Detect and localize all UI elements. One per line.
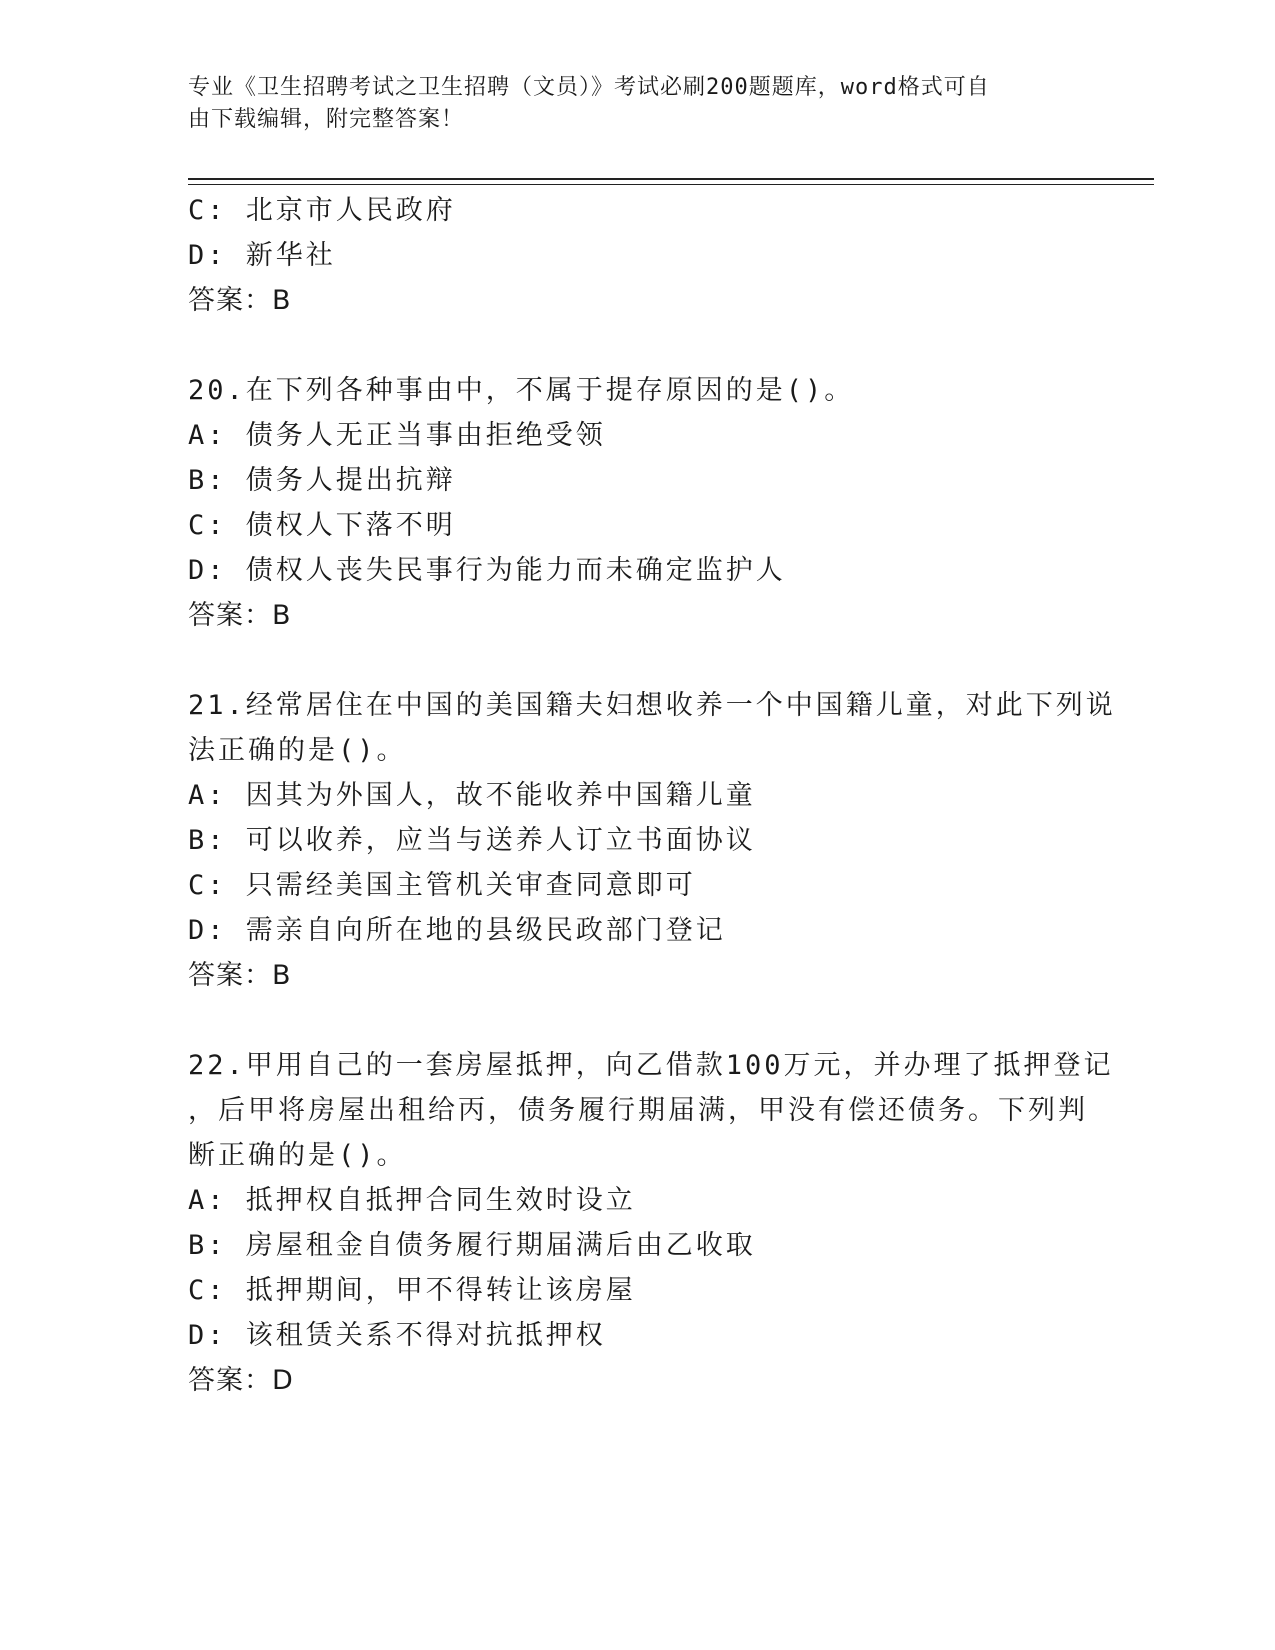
question-stem: 20.在下列各种事由中，不属于提存原因的是()。 (188, 375, 855, 406)
option-a: A: 因其为外国人，故不能收养中国籍儿童 (188, 780, 756, 811)
question-block-21 (188, 683, 1116, 998)
header-divider-thin (188, 184, 1154, 185)
option-a: A: 抵押权自抵押合同生效时设立 (188, 1185, 636, 1216)
option-b: B: 房屋租金自债务履行期届满后由乙收取 (188, 1230, 756, 1261)
option-b: B: 债务人提出抗辩 (188, 465, 456, 496)
question-stem-line-2: ，后甲将房屋出租给丙，债务履行期届满，甲没有偿还债务。下列判 (188, 1095, 1088, 1126)
document-header (188, 72, 1068, 136)
question-block-previous (188, 188, 1108, 323)
question-stem-line-3: 断正确的是()。 (188, 1140, 407, 1171)
option-d: D: 新华社 (188, 240, 336, 271)
answer-line: 答案：B (188, 600, 292, 631)
header-line-1: 专业《卫生招聘考试之卫生招聘（文员）》考试必刷200题题库，word格式可自 (188, 75, 990, 100)
option-c: C: 北京市人民政府 (188, 195, 456, 226)
option-c: C: 抵押期间，甲不得转让该房屋 (188, 1275, 636, 1306)
answer-line: 答案：B (188, 960, 292, 991)
option-b: B: 可以收养，应当与送养人订立书面协议 (188, 825, 756, 856)
answer-line: 答案：D (188, 1365, 294, 1396)
option-c: C: 债权人下落不明 (188, 510, 456, 541)
question-block-20 (188, 368, 1108, 638)
question-stem-line-2: 法正确的是()。 (188, 735, 407, 766)
option-a: A: 债务人无正当事由拒绝受领 (188, 420, 606, 451)
question-list (188, 188, 1116, 1403)
option-d: D: 该租赁关系不得对抗抵押权 (188, 1320, 606, 1351)
header-divider-thick (188, 178, 1154, 180)
spacer (188, 998, 1108, 1043)
option-d: D: 需亲自向所在地的县级民政部门登记 (188, 915, 726, 946)
question-stem-line-1: 22.甲用自己的一套房屋抵押，向乙借款100万元，并办理了抵押登记 (188, 1050, 1114, 1081)
header-line-2: 由下载编辑，附完整答案！ (188, 107, 465, 132)
spacer (188, 638, 1108, 683)
answer-line: 答案：B (188, 285, 292, 316)
spacer (188, 323, 1108, 368)
option-c: C: 只需经美国主管机关审查同意即可 (188, 870, 696, 901)
question-block-22 (188, 1043, 1114, 1403)
option-d: D: 债权人丧失民事行为能力而未确定监护人 (188, 555, 786, 586)
question-stem-line-1: 21.经常居住在中国的美国籍夫妇想收养一个中国籍儿童，对此下列说 (188, 690, 1116, 721)
